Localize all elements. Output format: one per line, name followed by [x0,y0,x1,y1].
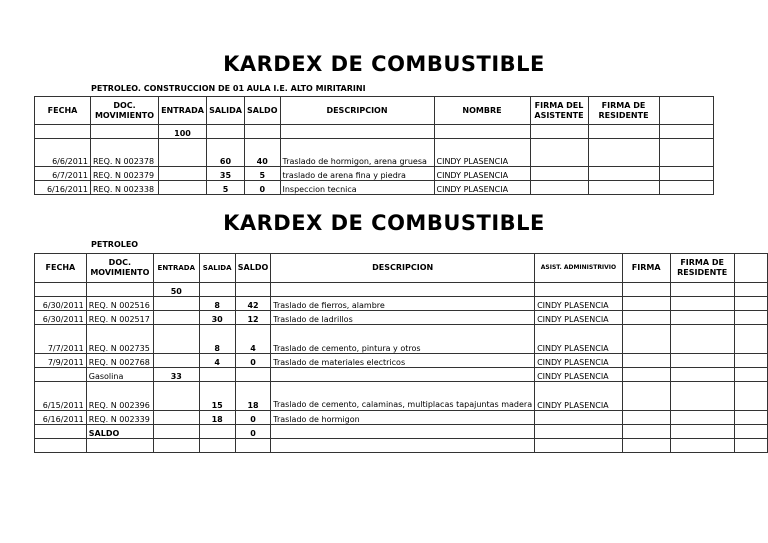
empty-cell [734,254,767,283]
cell-fecha: 6/6/2011 [35,139,91,167]
cell-fecha: 6/16/2011 [35,181,91,195]
cell-doc: REQ. N 002516 [86,297,153,311]
cell-doc: REQ. N 002379 [91,167,159,181]
cell-doc: REQ. N 002517 [86,311,153,325]
header-fecha: FECHA [35,97,91,125]
table-row [35,311,768,325]
header-saldo: SALDO [235,254,271,283]
cell-salida: 8 [199,325,235,354]
cell-salida: 15 [199,382,235,411]
cell-nombre: CINDY PLASENCIA [535,325,623,354]
cell-nombre: CINDY PLASENCIA [434,181,530,195]
cell-nombre: CINDY PLASENCIA [434,167,530,181]
header-salida: SALIDA [199,254,235,283]
cell-nombre: CINDY PLASENCIA [535,311,623,325]
cell-descripcion: Inspeccion tecnica [280,181,434,195]
cell-nombre: CINDY PLASENCIA [535,354,623,368]
kardex2-title: KARDEX DE COMBUSTIBLE [223,211,545,235]
cell-descripcion: Traslado de cemento, calaminas, multiplacas tapajuntas madera [271,382,535,411]
saldo-value: 0 [235,425,271,439]
kardex1-title: KARDEX DE COMBUSTIBLE [223,52,545,76]
initial-entrada: 100 [159,125,207,139]
empty-cell [659,97,713,125]
cell-saldo: 42 [235,297,271,311]
table-row [35,325,768,354]
cell-saldo: 4 [235,325,271,354]
table-row [35,181,714,195]
cell-fecha: 6/30/2011 [35,297,87,311]
cell-nombre: CINDY PLASENCIA [535,297,623,311]
table-row [35,167,714,181]
cell-saldo: 12 [235,311,271,325]
kardex2-subtitle: PETROLEO [91,240,139,249]
cell-nombre: CINDY PLASENCIA [535,382,623,411]
header-descripcion: DESCRIPCION [280,97,434,125]
cell-descripcion: Traslado de hormigon [271,411,535,425]
kardex1-table [34,96,714,195]
table-row [35,439,768,453]
cell-salida: 18 [199,411,235,425]
table-row [35,382,768,411]
cell-descripcion: Traslado de hormigon, arena gruesa [280,139,434,167]
header-nombre: NOMBRE [434,97,530,125]
cell-descripcion: Traslado de cemento, pintura y otros [271,325,535,354]
cell-salida: 60 [207,139,245,167]
header-fecha: FECHA [35,254,87,283]
cell-salida: 4 [199,354,235,368]
header-firma-asistente: FIRMA DEL ASISTENTE [530,97,588,125]
kardex2-table [34,253,768,453]
cell-saldo: 18 [235,382,271,411]
cell-fecha: 6/7/2011 [35,167,91,181]
table-row [35,368,768,382]
table-row [35,283,768,297]
table-row [35,411,768,425]
cell-fecha: 6/30/2011 [35,311,87,325]
header-saldo: SALDO [245,97,281,125]
cell-nombre: CINDY PLASENCIA [434,139,530,167]
cell-descripcion: Traslado de materiales electricos [271,354,535,368]
cell-salida: 5 [207,181,245,195]
cell-nombre: CINDY PLASENCIA [535,368,623,382]
cell-saldo: 0 [245,181,281,195]
table-header-row [35,97,714,125]
header-descripcion: DESCRIPCION [271,254,535,283]
header-doc-movimiento: DOC. MOVIMIENTO [86,254,153,283]
cell-saldo: 5 [245,167,281,181]
cell-fecha: 7/7/2011 [35,325,87,354]
saldo-label: SALDO [86,425,153,439]
cell-doc: REQ. N 002338 [91,181,159,195]
table-row [35,297,768,311]
cell-fecha: 6/16/2011 [35,411,87,425]
saldo-row [35,425,768,439]
cell-doc: REQ. N 002768 [86,354,153,368]
cell-saldo: 0 [235,411,271,425]
table-row [35,354,768,368]
header-entrada: ENTRADA [153,254,199,283]
cell-doc: REQ. N 002396 [86,382,153,411]
cell-fecha: 6/15/2011 [35,382,87,411]
table-row [35,139,714,167]
cell-saldo: 0 [235,354,271,368]
table-row [35,125,714,139]
header-firma-residente: FIRMA DE RESIDENTE [670,254,734,283]
table-header-row [35,254,768,283]
header-firma-residente: FIRMA DE RESIDENTE [588,97,659,125]
cell-doc: Gasolina [86,368,153,382]
cell-doc: REQ. N 002339 [86,411,153,425]
cell-fecha: 7/9/2011 [35,354,87,368]
cell-salida: 35 [207,167,245,181]
cell-descripcion: Traslado de fierros, alambre [271,297,535,311]
cell-saldo: 40 [245,139,281,167]
header-salida: SALIDA [207,97,245,125]
cell-doc: REQ. N 002378 [91,139,159,167]
initial-entrada: 50 [153,283,199,297]
header-entrada: ENTRADA [159,97,207,125]
header-asist-administrativo: ASIST. ADMINISTRIVIO [535,254,623,283]
cell-descripcion: traslado de arena fina y piedra [280,167,434,181]
header-doc-movimiento: DOC. MOVIMIENTO [91,97,159,125]
cell-salida: 30 [199,311,235,325]
header-firma: FIRMA [622,254,670,283]
kardex1-subtitle: PETROLEO. CONSTRUCCION DE 01 AULA I.E. ALTO MIRITARINI [91,84,366,93]
cell-entrada: 33 [153,368,199,382]
cell-salida: 8 [199,297,235,311]
cell-doc: REQ. N 002735 [86,325,153,354]
cell-descripcion: Traslado de ladrillos [271,311,535,325]
